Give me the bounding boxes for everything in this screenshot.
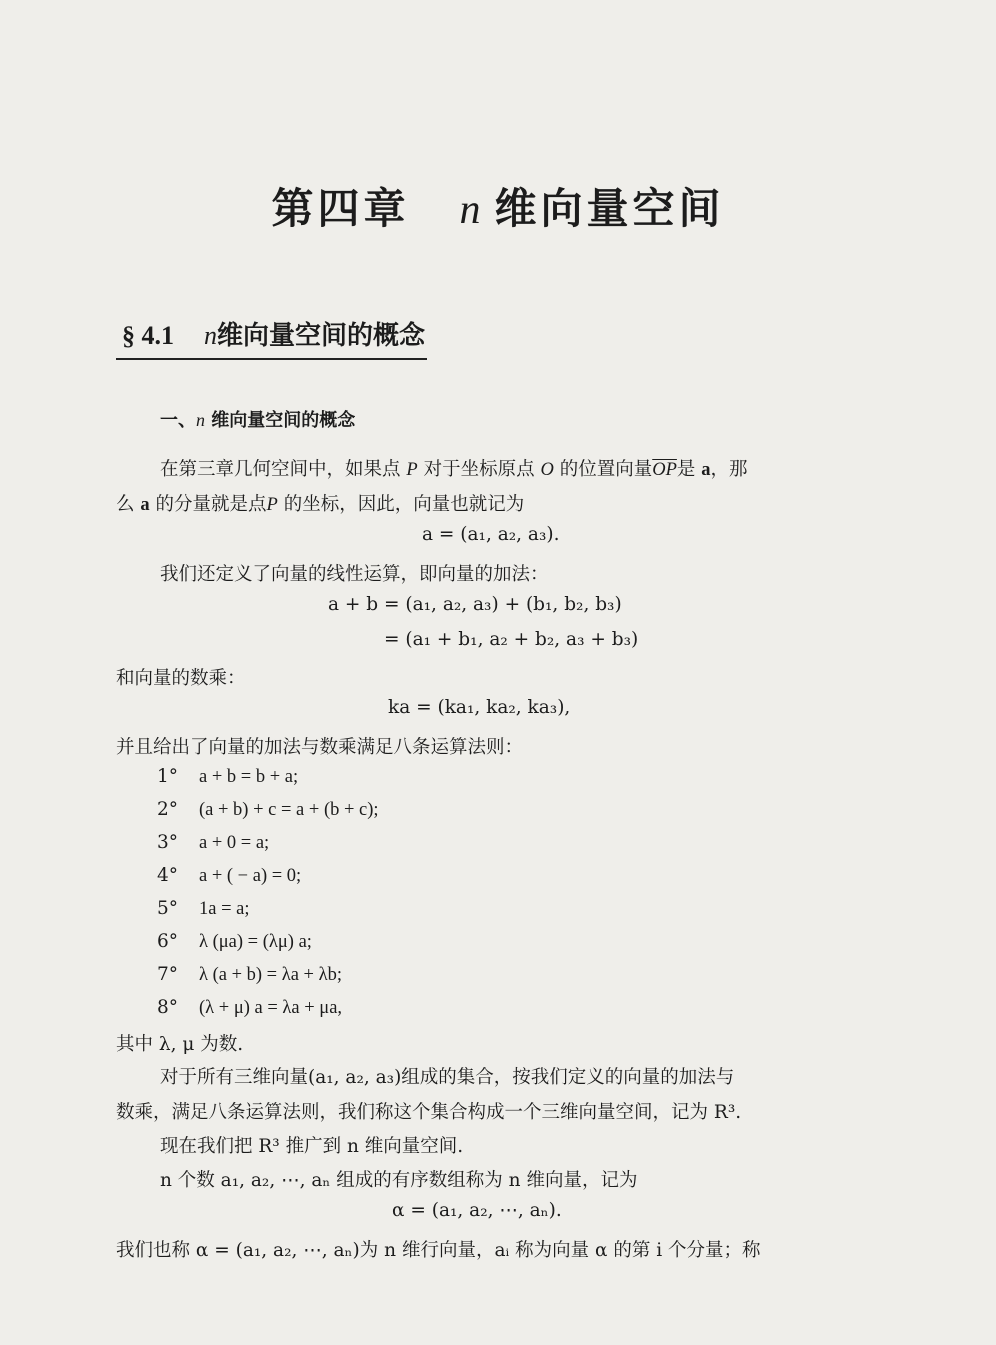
equation-a: a = (a₁, a₂, a₃). xyxy=(422,524,560,545)
text-run: 是 xyxy=(676,459,702,480)
paragraph-line: 我们也称 α = (a₁, a₂, ⋯, aₙ)为 n 维行向量，aᵢ 称为向量 α 的第 i 个分量；称 xyxy=(116,1240,761,1261)
law-number: 1° xyxy=(157,766,179,787)
paragraph-line: 现在我们把 R³ 推广到 n 维向量空间. xyxy=(160,1136,464,1157)
law-number: 3° xyxy=(157,832,179,853)
paragraph-line: 在第三章几何空间中，如果点 P 对于坐标原点 O 的位置向量$\overline{OP}$是 a，那 xyxy=(160,459,748,480)
law-expression: (λ + μ) a = λa + μa, xyxy=(199,998,343,1018)
paragraph-line: 其中 λ, μ 为数. xyxy=(116,1034,244,1055)
paragraph-line: 数乘，满足八条运算法则，我们称这个集合构成一个三维向量空间，记为 R³. xyxy=(116,1102,742,1123)
text-run: ，那 xyxy=(710,459,748,480)
law-expression: a + ( − a) = 0; xyxy=(199,866,302,886)
sub-heading xyxy=(160,406,355,432)
chapter-name: 维向量空间 xyxy=(494,184,725,233)
law-item xyxy=(157,931,312,953)
text-run: 的坐标，因此，向量也就记为 xyxy=(277,494,525,515)
text-run: 对于坐标原点 xyxy=(417,459,541,480)
law-number: 5° xyxy=(157,898,179,919)
law-expression: (a + b) + c = a + (b + c); xyxy=(199,800,379,820)
law-number: 2° xyxy=(157,799,179,820)
paragraph-line: n 个数 a₁, a₂, ⋯, aₙ 组成的有序数组称为 n 维向量，记为 xyxy=(160,1170,638,1191)
equation-addition-1: a + b = (a₁, a₂, a₃) + (b₁, b₂, b₃) xyxy=(328,594,622,615)
law-number: 6° xyxy=(157,931,179,952)
equation-scalar: ka = (ka₁, ka₂, ka₃), xyxy=(388,697,571,718)
text-run: 么 xyxy=(116,494,141,515)
section-title xyxy=(116,315,427,360)
law-item xyxy=(157,799,379,821)
law-expression: λ (μa) = (λμ) a; xyxy=(199,932,312,952)
equation-addition-2: = (a₁ + b₁, a₂ + b₂, a₃ + b₃) xyxy=(384,629,639,650)
law-expression: 1a = a; xyxy=(199,899,250,919)
law-item xyxy=(157,865,301,887)
chapter-label: 第四章 xyxy=(271,184,410,233)
law-item xyxy=(157,997,342,1019)
law-expression: a + 0 = a; xyxy=(199,833,270,853)
law-item xyxy=(157,964,342,986)
text-run: 在第三章几何空间中，如果点 xyxy=(160,459,407,480)
sub-heading-title: 维向量空间的概念 xyxy=(205,410,356,431)
section-number: § 4.1 xyxy=(122,321,174,350)
section-var: n xyxy=(204,321,217,350)
law-item xyxy=(157,832,269,854)
equation-alpha: α = (a₁, a₂, ⋯, aₙ). xyxy=(392,1200,562,1221)
text-run: 的分量就是点 xyxy=(149,494,267,515)
law-expression: a + b = b + a; xyxy=(199,767,299,787)
paragraph-line: 我们还定义了向量的线性运算，即向量的加法： xyxy=(160,564,549,585)
chapter-title xyxy=(0,176,996,236)
law-item xyxy=(157,898,250,920)
sub-heading-var: n xyxy=(196,410,205,430)
chapter-var: n xyxy=(459,187,485,233)
section-name: 维向量空间的概念 xyxy=(217,321,426,351)
law-number: 8° xyxy=(157,997,179,1018)
paragraph-line: 并且给出了向量的加法与数乘满足八条运算法则： xyxy=(116,737,524,758)
paragraph-line: 么 a 的分量就是点P 的坐标，因此，向量也就记为 xyxy=(116,494,525,515)
paragraph-line: 和向量的数乘： xyxy=(116,668,246,689)
text-run: 的位置向量 xyxy=(553,459,653,480)
law-number: 7° xyxy=(157,964,179,985)
law-number: 4° xyxy=(157,865,179,886)
law-expression: λ (a + b) = λa + λb; xyxy=(199,965,342,985)
paragraph-line: 对于所有三维向量(a₁, a₂, a₃)组成的集合，按我们定义的向量的加法与 xyxy=(160,1067,735,1088)
law-item xyxy=(157,766,298,788)
sub-heading-prefix: 一、 xyxy=(160,410,196,431)
